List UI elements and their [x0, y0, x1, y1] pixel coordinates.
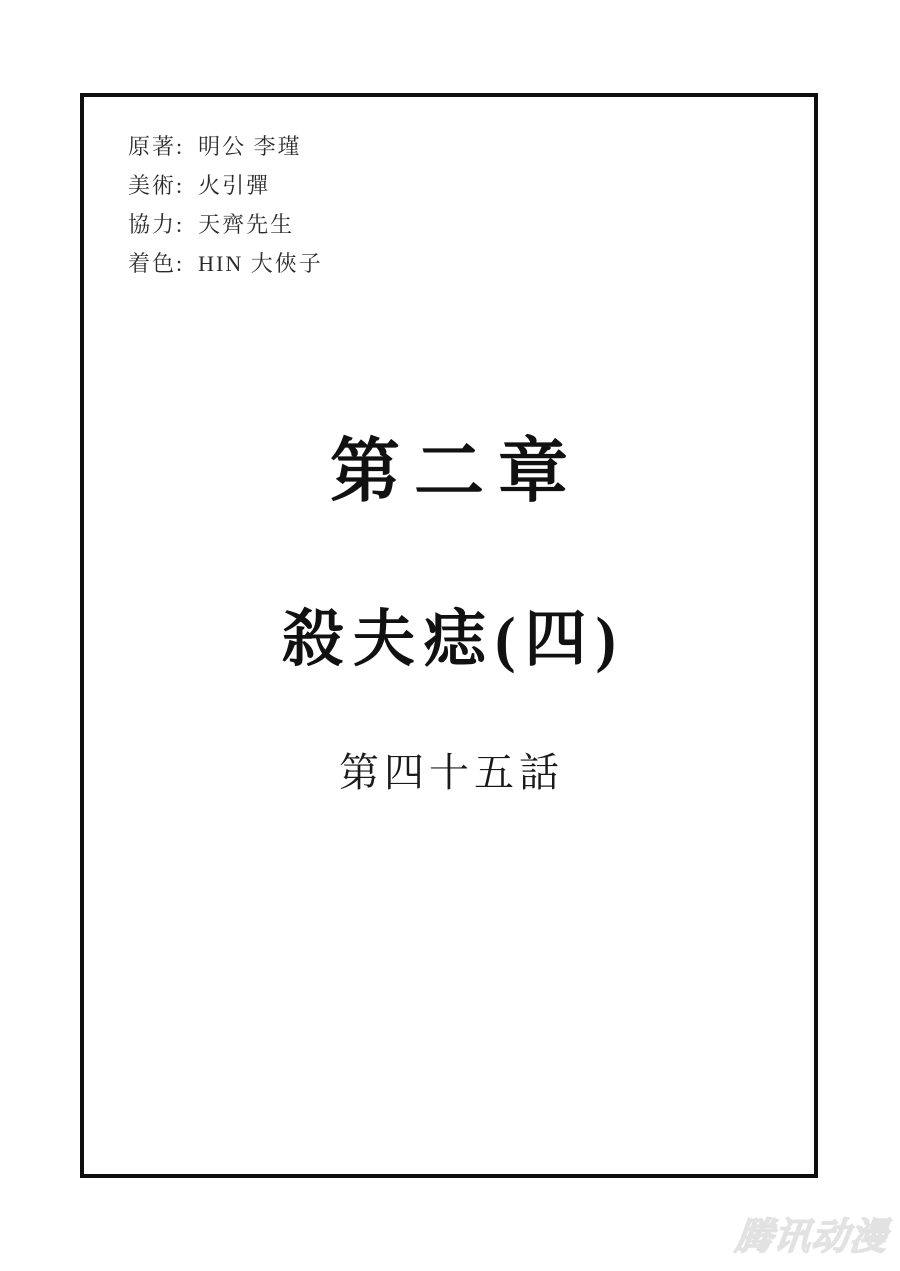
credit-label: 着色: — [128, 251, 185, 276]
tencent-comics-watermark: 腾讯动漫 — [733, 1216, 890, 1257]
credit-label: 美術: — [128, 173, 185, 198]
episode-number: 第四十五話 — [339, 750, 564, 795]
panel-border — [80, 93, 818, 1178]
credit-value: 明公 李瑾 — [198, 134, 302, 159]
credit-line-art — [128, 166, 323, 205]
credit-label: 協力: — [128, 212, 185, 237]
episode-title: 殺夫痣(四) — [281, 606, 626, 674]
credits-block — [128, 127, 323, 283]
credit-line-cooperation — [128, 205, 323, 244]
credit-value: 天齊先生 — [198, 212, 295, 237]
credit-line-original-author — [128, 127, 323, 166]
credit-value: 火引彈 — [198, 173, 271, 198]
chapter-title: 第二章 — [330, 434, 582, 511]
credit-line-coloring — [128, 244, 323, 283]
credit-label: 原著: — [128, 134, 185, 159]
credit-value: HIN 大俠子 — [198, 251, 323, 276]
